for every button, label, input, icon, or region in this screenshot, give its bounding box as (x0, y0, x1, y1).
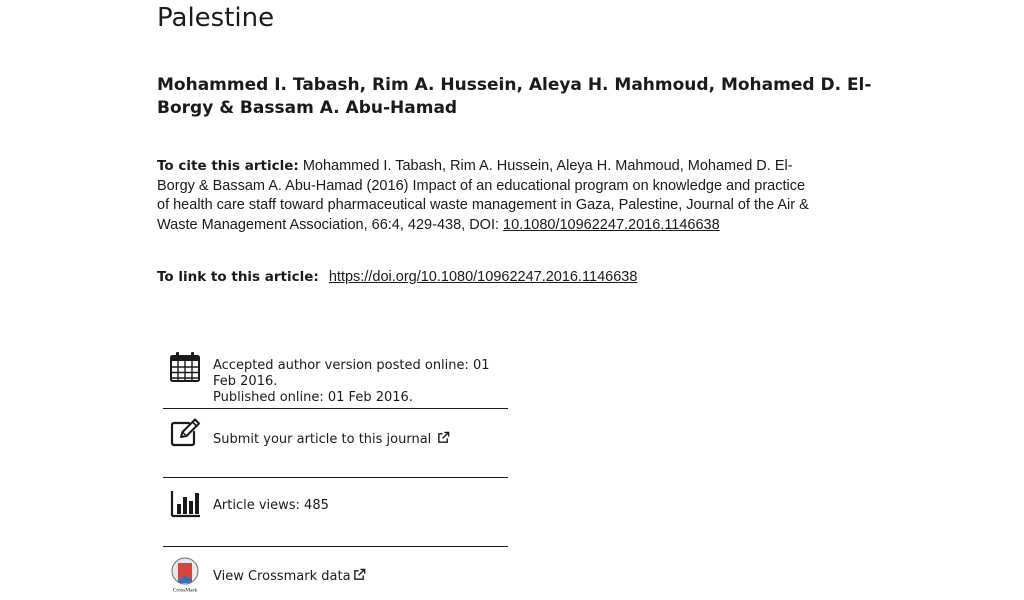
edit-icon (169, 417, 201, 449)
cite-text: Mohammed I. Tabash, Rim A. Hussein, Aleya H. Mahmoud, Mohamed D. El-Borgy & Bassam A. Abu-Hamad (2016) Impact of an educational program on knowledge and practice of health care staff toward pharmaceutical waste management in Gaza, Palestine, Journal of the Air & Waste Management Association, 66:4, 429-438, DOI: (157, 158, 809, 233)
author-list: Mohammed I. Tabash, Rim A. Hussein, Aleya H. Mahmoud, Mohamed D. El-Borgy & Bassam A. Abu-Hamad (157, 75, 872, 118)
link-label: To link to this article: (157, 269, 319, 285)
calendar-icon (169, 351, 201, 383)
article-info-box (163, 348, 508, 599)
accepted-date-line2: Feb 2016. (213, 374, 278, 389)
article-doi-url[interactable]: https://doi.org/10.1080/10962247.2016.1146638 (328, 269, 638, 285)
crossmark-row[interactable] (163, 547, 508, 599)
article-link (157, 268, 637, 287)
article-title: Palestine (157, 3, 275, 33)
article-views-row (163, 478, 508, 547)
citation (157, 157, 817, 235)
crossmark-logo-text: CrossMark (172, 587, 198, 593)
cite-label: To cite this article: (157, 158, 299, 174)
published-date: Published online: 01 Feb 2016. (213, 390, 413, 405)
cite-doi-link[interactable]: 10.1080/10962247.2016.1146638 (503, 216, 720, 233)
bar-chart-icon (169, 488, 201, 520)
external-link-icon[interactable] (437, 431, 450, 444)
external-link-icon[interactable] (353, 568, 366, 581)
crossmark-icon (169, 557, 201, 593)
submit-article-link[interactable]: Submit your article to this journal (213, 432, 432, 447)
article-views: Article views: 485 (213, 498, 329, 513)
crossmark-link[interactable]: View Crossmark data (213, 569, 351, 584)
accepted-date-line1: Accepted author version posted online: 01 (213, 358, 490, 373)
submit-article-row[interactable] (163, 409, 508, 478)
publication-dates (163, 348, 508, 409)
